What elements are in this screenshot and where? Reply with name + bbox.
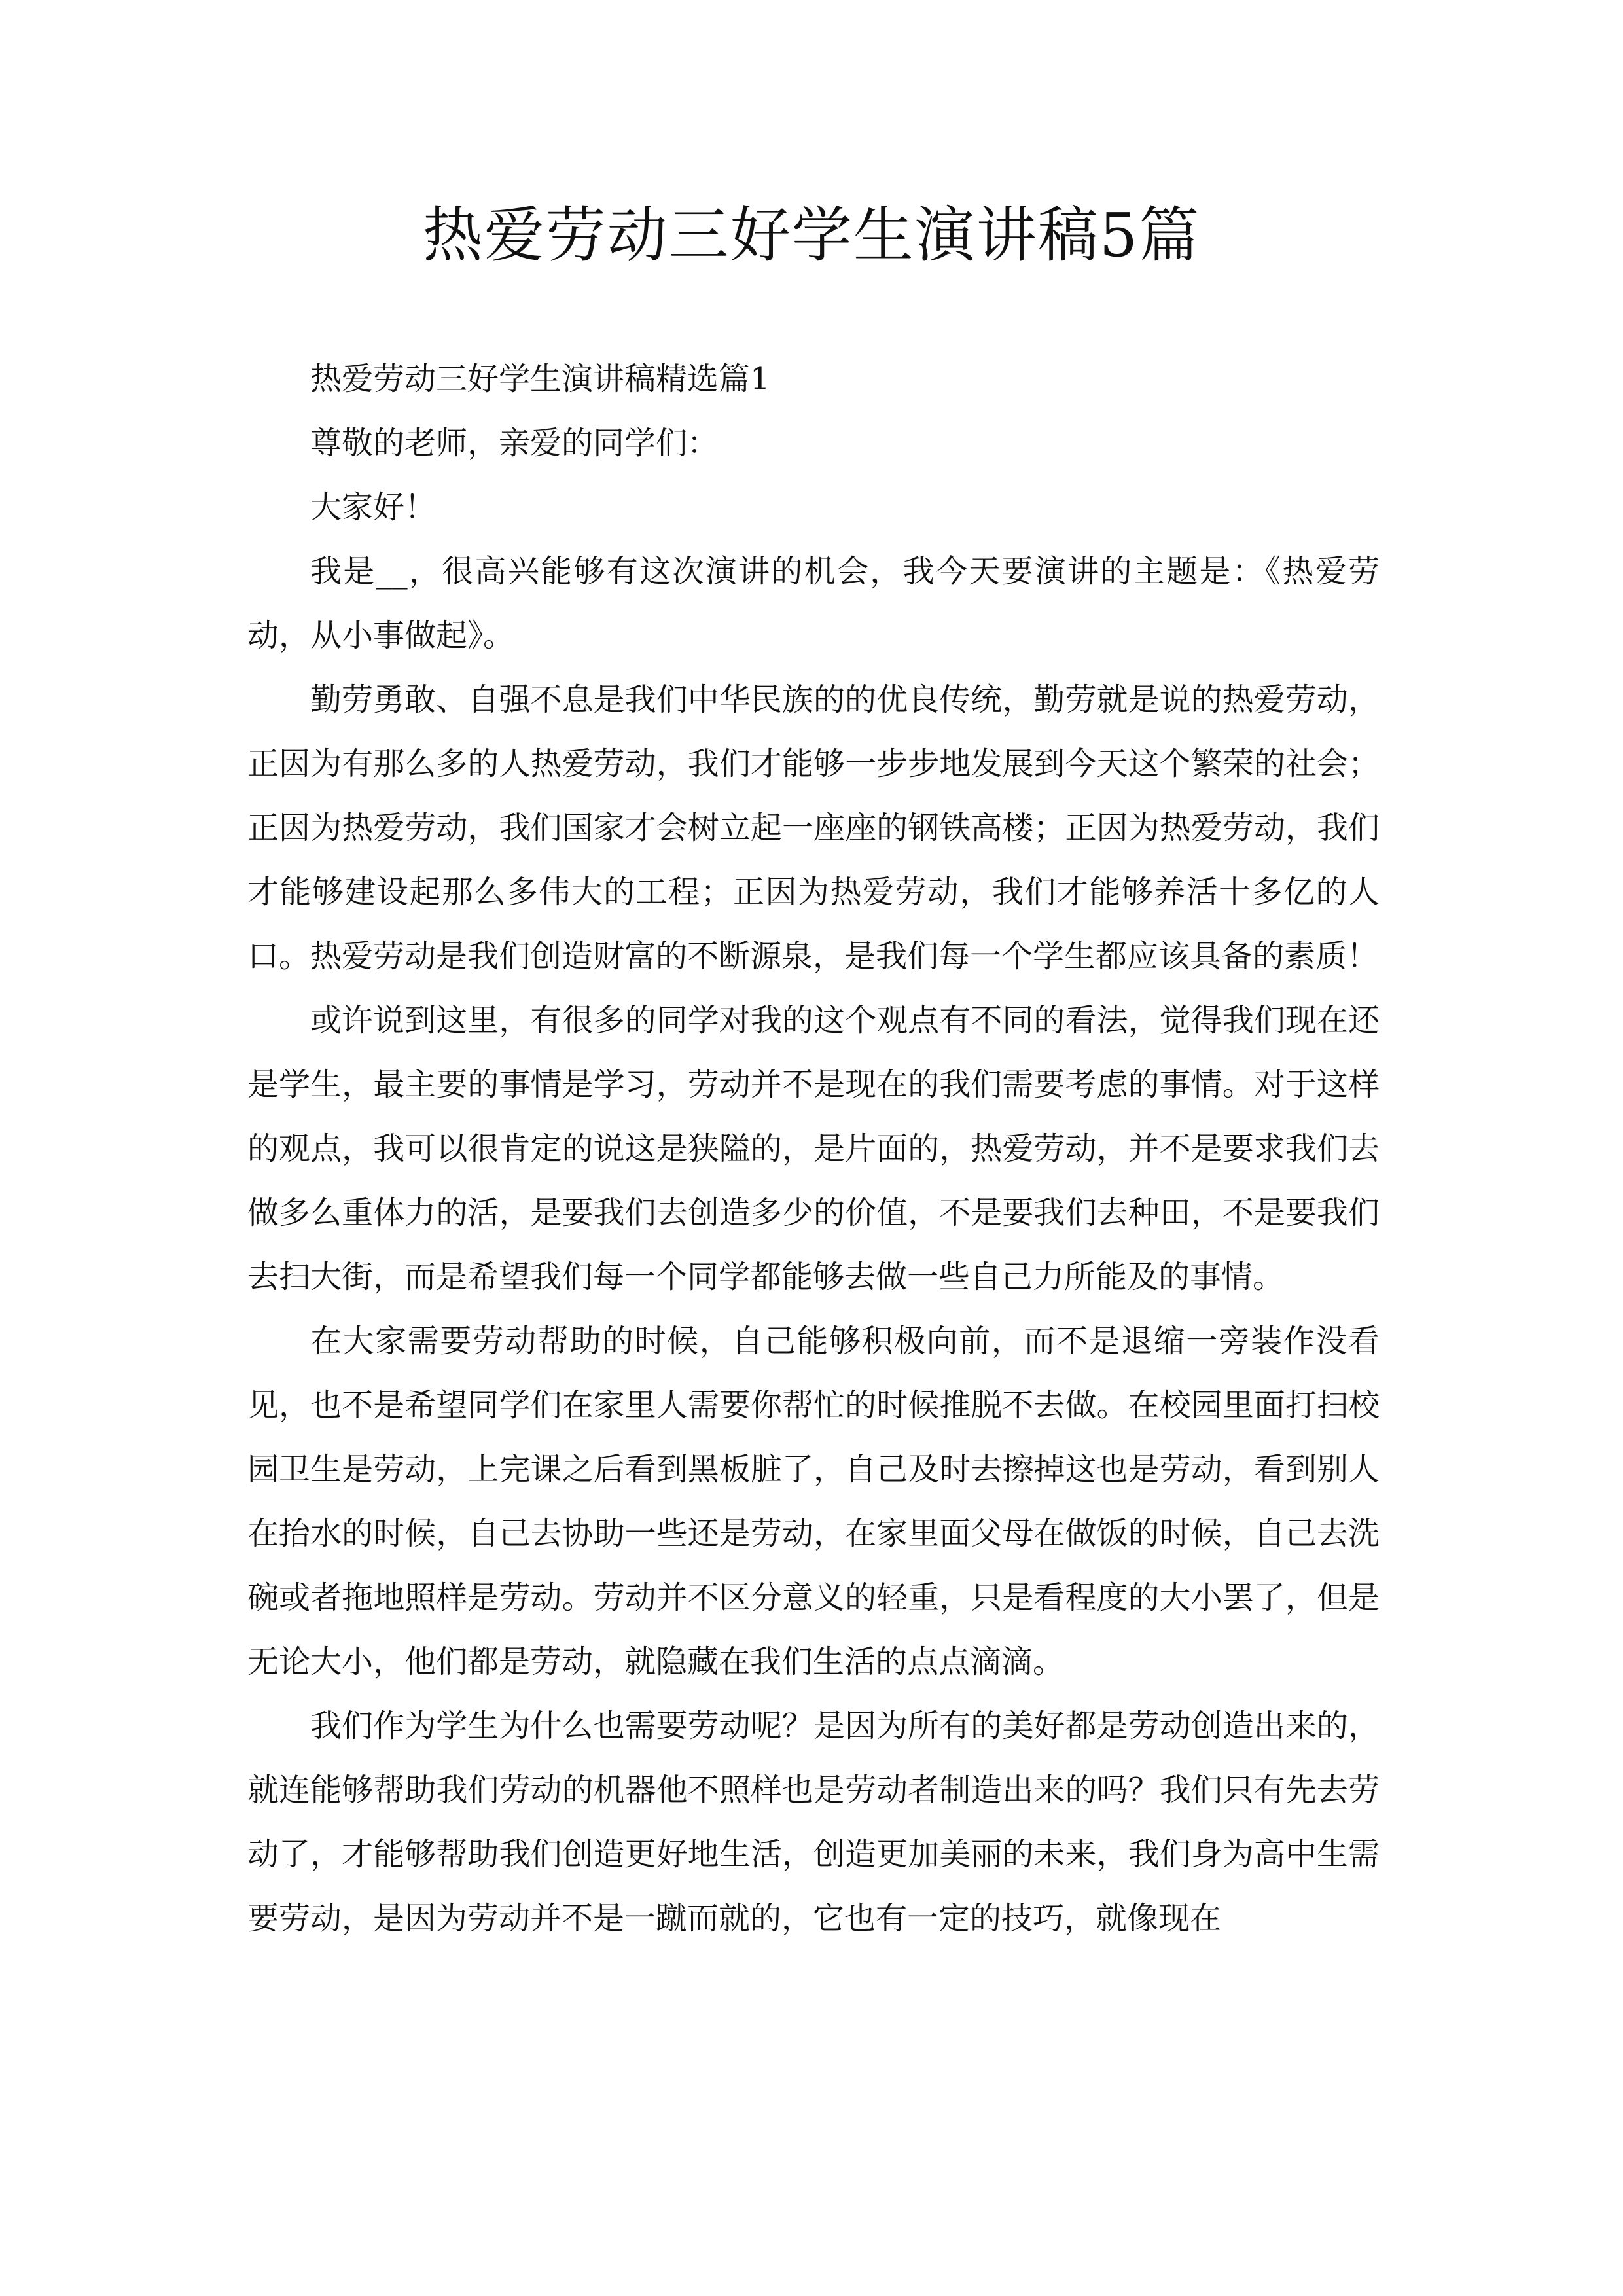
section-heading: 热爱劳动三好学生演讲稿精选篇1 [310, 361, 770, 397]
document-body [247, 347, 1380, 1950]
body-paragraph: 勤劳勇敢、自强不息是我们中华民族的的优良传统，勤劳就是说的热爱劳动，正因为有那么多的人热爱劳动，我们才能够一步步地发展到今天这个繁荣的社会；正因为热爱劳动，我们国家才会树立起一座座的钢铁高楼；正因为热爱劳动，我们才能够建设起那么多伟大的工程；正因为热爱劳动，我们才能够养活十多亿的人口。热爱劳动是我们创造财富的不断源泉，是我们每一个学生都应该具备的素质！ [247, 681, 1380, 975]
body-paragraph: 或许说到这里，有很多的同学对我的这个观点有不同的看法，觉得我们现在还是学生，最主要的事情是学习，劳动并不是现在的我们需要考虑的事情。对于这样的观点，我可以很肯定的说这是狭隘的，是片面的，热爱劳动，并不是要求我们去做多么重体力的活，是要我们去创造多少的价值，不是要我们去种田，不是要我们去扫大街，而是希望我们每一个同学都能够去做一些自己力所能及的事情。 [247, 1002, 1380, 1295]
salutation: 尊敬的老师，亲爱的同学们： [310, 425, 719, 461]
document-title: 热爱劳动三好学生演讲稿5篇 [422, 200, 1201, 270]
body-paragraph: 我是__，很高兴能够有这次演讲的机会，我今天要演讲的主题是：《热爱劳动，从小事做起》。 [247, 553, 1380, 654]
body-paragraph: 在大家需要劳动帮助的时候，自己能够积极向前，而不是退缩一旁装作没看见，也不是希望同学们在家里人需要你帮忙的时候推脱不去做。在校园里面打扫校园卫生是劳动，上完课之后看到黑板脏了，自己及时去擦掉这也是劳动，看到别人在抬水的时候，自己去协助一些还是劳动，在家里面父母在做饭的时候，自己去洗碗或者拖地照样是劳动。劳动并不区分意义的轻重，只是看程度的大小罢了，但是无论大小，他们都是劳动，就隐藏在我们生活的点点滴滴。 [247, 1323, 1380, 1680]
body-paragraph: 我们作为学生为什么也需要劳动呢？是因为所有的美好都是劳动创造出来的，就连能够帮助我们劳动的机器他不照样也是劳动者制造出来的吗？我们只有先去劳动了，才能够帮助我们创造更好地生活，创造更加美丽的未来，我们身为高中生需要劳动，是因为劳动并不是一蹴而就的，它也有一定的技巧，就像现在 [247, 1708, 1380, 1937]
greeting: 大家好！ [310, 489, 437, 526]
